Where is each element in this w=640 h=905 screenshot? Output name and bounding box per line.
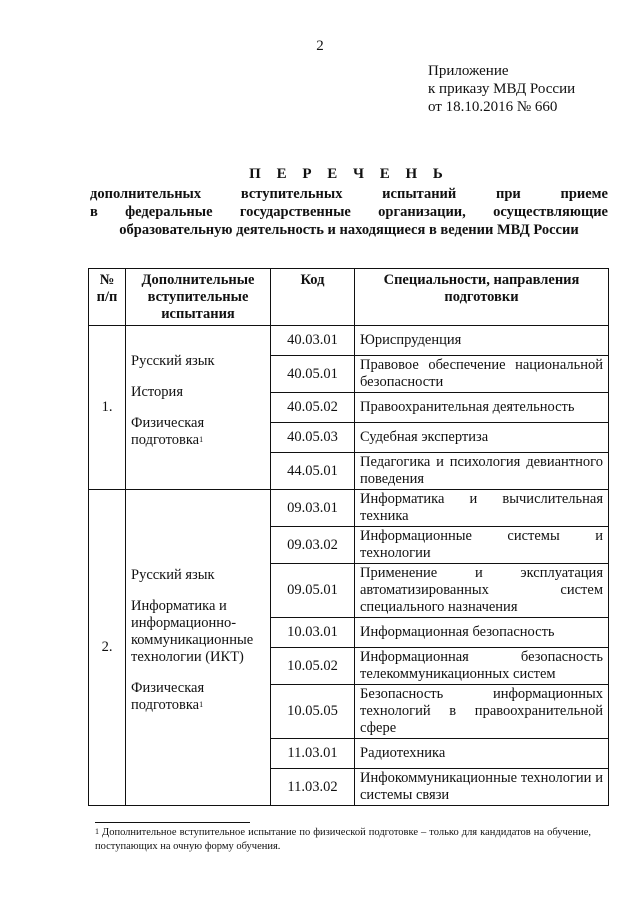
footnote-mark: 1 <box>199 700 204 709</box>
title-line-1: дополнительных вступительных испытаний при приеме <box>90 186 608 202</box>
test-item <box>131 680 265 714</box>
code-cell: 10.05.02 <box>271 648 355 685</box>
spec-cell: Правовое обеспечение национальной безопасности <box>355 356 609 393</box>
title-main: П Е Р Е Ч Е Н Ь <box>249 166 449 182</box>
test-item <box>131 415 265 449</box>
code-cell: 40.05.01 <box>271 356 355 393</box>
spec-cell: Информационная безопасность телекоммуникационных систем <box>355 648 609 685</box>
spec-cell: Применение и эксплуатация автоматизированных систем специального назначения <box>355 564 609 618</box>
code-cell: 40.05.02 <box>271 393 355 423</box>
group-num: 1. <box>89 326 126 490</box>
footnote-mark: 1 <box>199 434 204 444</box>
title-line-2: в федеральные государственные организации, осуществляющие <box>90 204 608 220</box>
page-number: 2 <box>316 38 324 54</box>
code-cell: 11.03.01 <box>271 739 355 769</box>
test-item-text: Физическая подготовка <box>131 414 205 448</box>
document-title <box>90 166 608 239</box>
group-tests <box>126 490 271 806</box>
footnote-number: 1 <box>95 827 99 836</box>
title-line-3: образовательную деятельность и находящиеся в ведении МВД России <box>119 222 579 238</box>
code-cell: 40.05.03 <box>271 423 355 453</box>
header-spec: Специальности, направления подготовки <box>355 269 609 326</box>
code-cell: 40.03.01 <box>271 326 355 356</box>
test-item: История <box>131 383 183 400</box>
table-row <box>89 326 609 356</box>
code-cell: 11.03.02 <box>271 769 355 806</box>
code-cell: 10.05.05 <box>271 685 355 739</box>
test-item: Русский язык <box>131 567 215 583</box>
attachment-line-1: Приложение <box>428 63 509 79</box>
attachment-line-2: к приказу МВД России <box>428 81 576 97</box>
spec-cell: Радиотехника <box>355 739 609 769</box>
code-cell: 09.05.01 <box>271 564 355 618</box>
spec-cell: Инфокоммуникационные технологии и системы связи <box>355 769 609 806</box>
footnote <box>95 826 591 854</box>
code-cell: 10.03.01 <box>271 618 355 648</box>
header-code: Код <box>271 269 355 326</box>
code-cell: 44.05.01 <box>271 453 355 490</box>
header-tests: Дополнительные вступительные испытания <box>126 269 271 326</box>
group-tests <box>126 326 271 490</box>
code-cell: 09.03.02 <box>271 527 355 564</box>
group-num: 2. <box>89 490 126 806</box>
tests-table <box>88 268 609 806</box>
test-item-text: Физическая подготовка <box>131 680 205 713</box>
test-item: Русский язык <box>131 352 215 369</box>
footnote-text: Дополнительное вступительное испытание по физической подготовке – только для кандидатов на обучение, поступающих на очную форму обучения. <box>95 827 591 852</box>
spec-cell: Информационная безопасность <box>355 618 609 648</box>
spec-cell: Информатика и вычислительная техника <box>355 490 609 527</box>
spec-cell: Судебная экспертиза <box>355 423 609 453</box>
attachment-line-3: от 18.10.2016 № 660 <box>428 99 558 115</box>
table-row <box>89 490 609 527</box>
spec-cell: Информационные системы и технологии <box>355 527 609 564</box>
spec-cell: Педагогика и психология девиантного поведения <box>355 453 609 490</box>
table-header-row <box>89 269 609 326</box>
spec-cell: Безопасность информационных технологий в правоохранительной сфере <box>355 685 609 739</box>
header-num: № п/п <box>89 269 126 326</box>
spec-cell: Юриспруденция <box>355 326 609 356</box>
attachment-note <box>428 62 575 116</box>
footnote-divider <box>95 822 250 823</box>
test-item: Информатика и информационно-коммуникационные технологии (ИКТ) <box>131 598 254 665</box>
code-cell: 09.03.01 <box>271 490 355 527</box>
spec-cell: Правоохранительная деятельность <box>355 393 609 423</box>
